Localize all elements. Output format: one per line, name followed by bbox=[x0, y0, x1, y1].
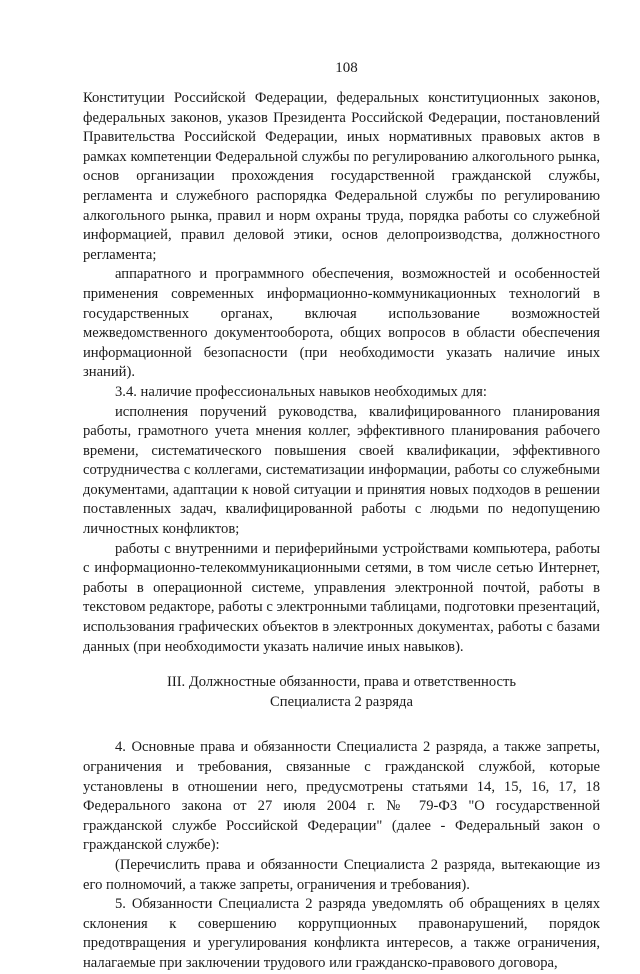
section-heading-line2: Специалиста 2 разряда bbox=[270, 693, 413, 710]
paragraph-skills-heading: 3.4. наличие профессиональных навыков необходимых для: bbox=[115, 383, 487, 400]
paragraph-work-skills: исполнения поручений руководства, квалифицированного планирования работы, грамотного учета мнения коллег, эффективного планирования рабочего времени, систематического повышения своей квалификации, эффективного сотрудничества с коллегами, систематизации информации, работы со служебными документами, адаптации к новой ситуации и принятия новых подходов в решении поставленных задач, квалифицированной работы с людьми по недопущению личностных конфликтов; bbox=[83, 403, 600, 538]
paragraph-corruption-notice: 5. Обязанности Специалиста 2 разряда уведомлять об обращениях в целях склонения к совершению коррупционных правонарушений, порядок предотвращения и урегулирования конфликта интересов, а также ограничения, налагаемые при заключении трудового или гражданско-правового договора, bbox=[83, 896, 600, 971]
paragraph-computer-skills: работы с внутренними и периферийными устройствами компьютера, работы с информационно-телекоммуникационными сетями, в том числе сетью Интернет, работы в операционной системе, управления электронной почтой, работы в текстовом редакторе, работы с электронными таблицами, подготовки презентаций, использования графических объектов в электронных документах, работы с базами данных (при необходимости указать наличие иных навыков). bbox=[83, 540, 600, 655]
paragraph-constitution-laws: Конституции Российской Федерации, федеральных конституционных законов, федеральных законов, указов Президента Российской Федерации, постановлений Правительства Российской Федерации, иных нормативных правовых актов в рамках компетенции Федеральной службы по регулированию алкогольного рынка, основ организации прохождения государственной гражданской службы, регламента и служебного распорядка Федеральной службы по регулированию алкогольного рынка, правил и норм охраны труда, порядка работы со служебной информацией, правил деловой этики, основ делопроизводства, должностного регламента; bbox=[83, 90, 600, 263]
page-number: 108 bbox=[335, 60, 358, 76]
paragraph-rights-duties: 4. Основные права и обязанности Специалиста 2 разряда, а также запреты, ограничения и требования, связанные с гражданской службой, которые установлены в отношении него, предусмотрены статьями 14, 15, 16, 17, 18 Федерального закона от 27 июля 2004 г. № 79-ФЗ "О государственной гражданской службе Российской Федерации" (далее - Федеральный закон о гражданской службе): bbox=[83, 739, 600, 854]
body-text-top bbox=[83, 89, 600, 657]
section-heading-line1: III. Должностные обязанности, права и ответственность bbox=[166, 674, 517, 691]
section-heading bbox=[83, 673, 600, 712]
body-text-bottom bbox=[83, 738, 600, 973]
paragraph-software-knowledge: аппаратного и программного обеспечения, возможностей и особенностей применения современных информационно-коммуникационных технологий в государственных органах, включая использование возможностей межведомственного документооборота, общих вопросов в области обеспечения информационной безопасности (при необходимости указать наличие иных знаний). bbox=[83, 266, 600, 381]
paragraph-list-rights: (Перечислить права и обязанности Специалиста 2 разряда, вытекающие из его полномочий, а также запреты, ограничения и требования). bbox=[83, 856, 600, 893]
